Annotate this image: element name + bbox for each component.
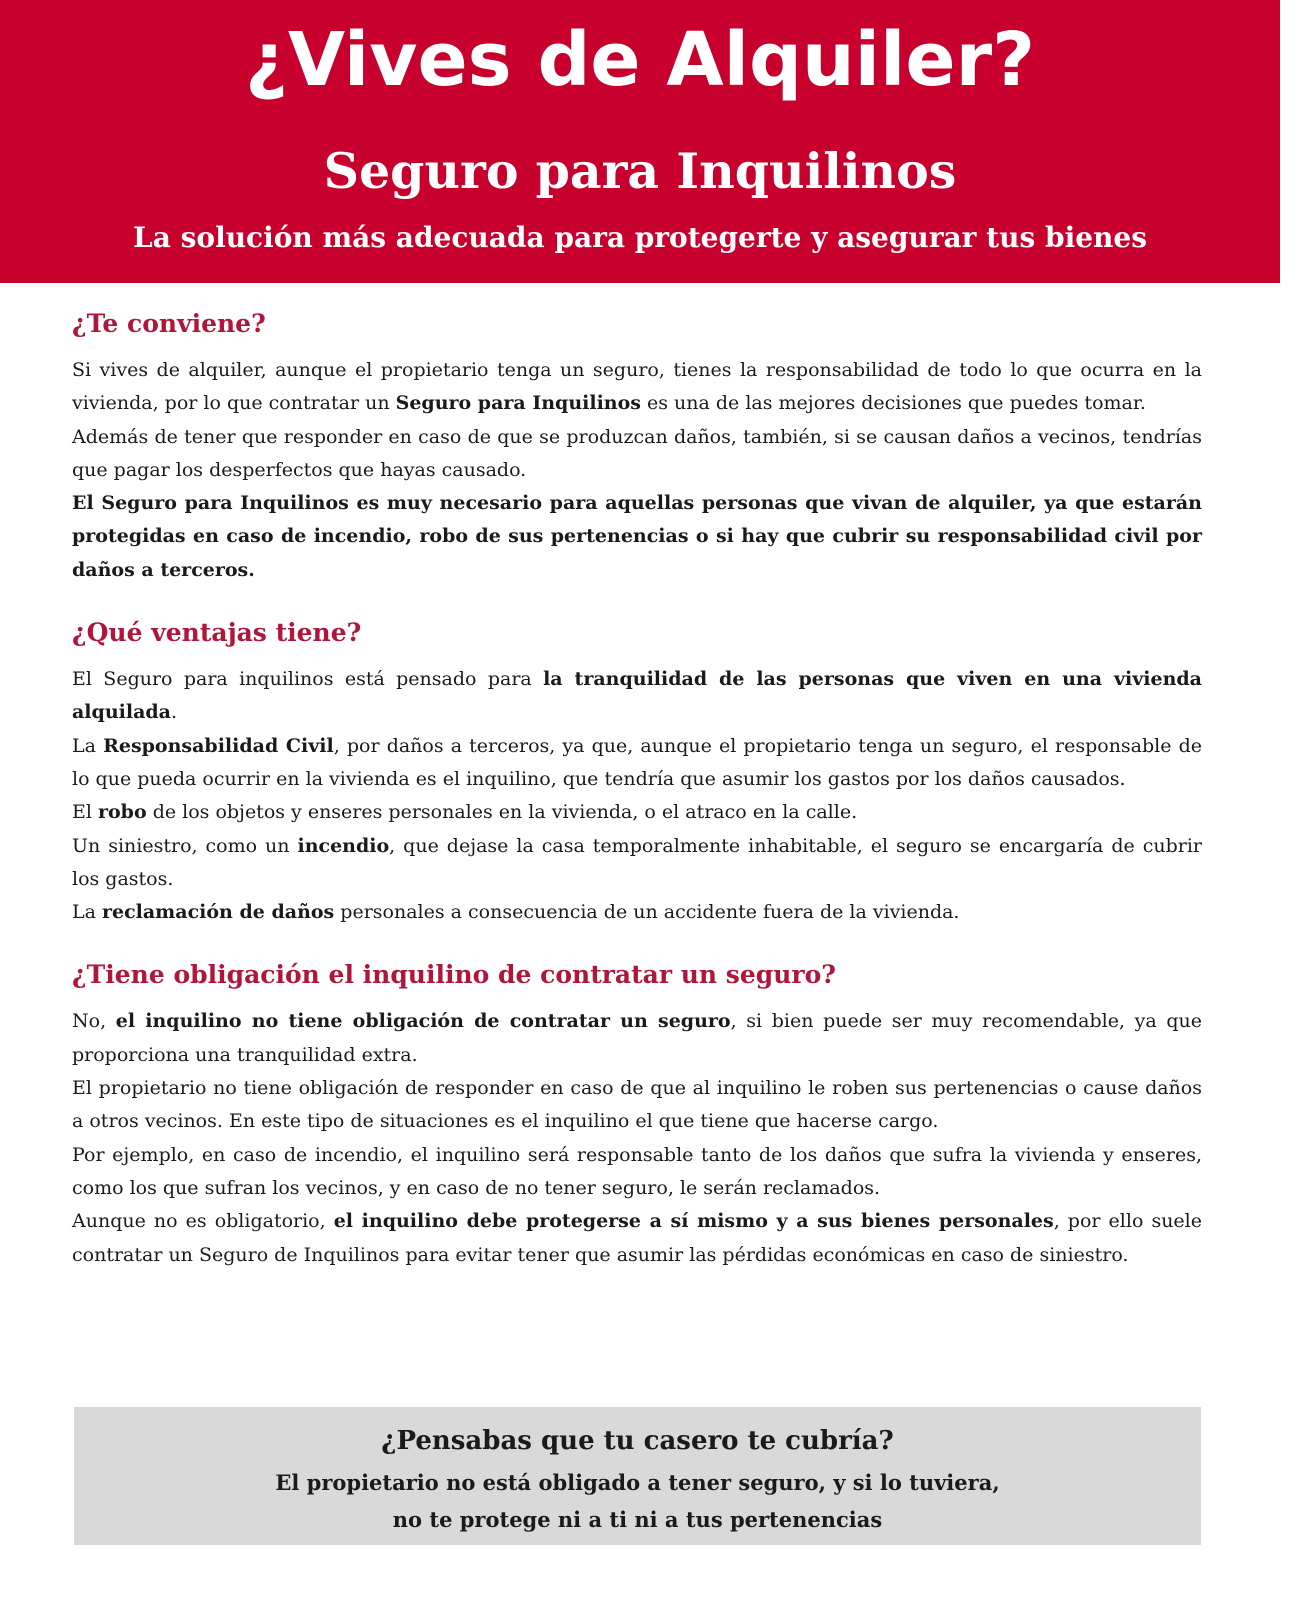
header-banner	[0, 0, 1280, 283]
bold-span: incendio	[297, 834, 390, 857]
text-span: No,	[72, 1010, 116, 1033]
text-span: , si bien puede ser muy recomendable, ya que proporciona una tranquilidad extra.	[72, 1010, 1202, 1066]
bold-span: el inquilino no tiene obligación de contratar un seguro	[115, 1010, 731, 1033]
bold-span: reclamación de daños	[101, 901, 335, 924]
text-span: , que dejase la casa temporalmente inhabitable, el seguro se encargaría de cubrir los gastos.	[72, 834, 1202, 890]
text-span: , por ello suele contratar un Seguro de Inquilinos para evitar tener que asumir las pérdidas económicas en caso de siniestro.	[72, 1210, 1202, 1266]
bold-span: Responsabilidad Civil	[103, 734, 334, 757]
section-heading-ventajas: ¿Qué ventajas tiene?	[72, 618, 362, 648]
section3-paragraph-3: Por ejemplo, en caso de incendio, el inquilino será responsable tanto de los daños que sufra la vivienda y enseres, como los que sufran los vecinos, y en caso de no tener seguro, le serán reclamados.	[72, 1143, 1202, 1199]
bold-span: la tranquilidad de las personas que viven en una vivienda alquilada	[72, 668, 1202, 724]
callout-box	[74, 1407, 1201, 1545]
text-span: .	[170, 701, 178, 724]
bold-span: Seguro para Inquilinos	[395, 392, 641, 415]
text-span: El	[72, 801, 98, 824]
section2-paragraph-3	[72, 796, 1202, 829]
text-span: de los objetos y enseres personales en la vivienda, o el atraco en la calle.	[146, 801, 858, 824]
bold-span: robo	[98, 801, 147, 824]
section1-paragraph-1	[72, 354, 1202, 421]
callout-line-1: El propietario no está obligado a tener seguro, y si lo tuviera,	[275, 1470, 1000, 1495]
bold-span: el inquilino debe protegerse a sí mismo y a sus bienes personales	[333, 1210, 1054, 1233]
page-margin	[1280, 0, 1307, 1601]
text-span: El Seguro para inquilinos está pensado para	[72, 668, 544, 691]
section-heading-te-conviene: ¿Te conviene?	[72, 309, 266, 338]
text-span: La	[72, 901, 102, 924]
section2-paragraph-2	[72, 730, 1202, 797]
text-span: , por daños a terceros, ya que, aunque el propietario tenga un seguro, el responsable de lo que pueda ocurrir en la vivienda es el inquilino, que tendría que asumir los gastos por los daños causados.	[72, 734, 1203, 790]
section3-paragraph-4	[72, 1205, 1202, 1272]
section1-paragraph-3	[72, 487, 1202, 587]
text-span: es una de las mejores decisiones que puedes tomar.	[640, 392, 1146, 415]
section2-paragraph-1	[72, 663, 1202, 730]
section2-paragraph-4	[72, 830, 1202, 897]
text-span: Si vives de alquiler, aunque el propietario tenga un seguro, tienes la responsabilidad de todo lo que ocurra en la vivienda, por lo que contratar un	[72, 359, 1202, 415]
page-tagline: La solución más adecuada para protegerte y asegurar tus bienes	[133, 221, 1147, 254]
bold-span: El Seguro para Inquilinos es muy necesario para aquellas personas que vivan de alquiler, ya que estarán protegidas en caso de incendio, robo de sus pertenencias o si hay que cubrir su responsabilidad civil por daños a terceros.	[72, 492, 1202, 581]
main-content	[72, 300, 1202, 1272]
section2-paragraph-5	[72, 896, 1202, 929]
page-title: ¿Vives de Alquiler?	[244, 17, 1036, 103]
text-span: La	[72, 734, 104, 757]
section3-paragraph-2: El propietario no tiene obligación de responder en caso de que al inquilino le roben sus pertenencias o cause daños a otros vecinos. En este tipo de situaciones es el inquilino el que tiene que hacerse cargo.	[72, 1077, 1202, 1133]
callout-title: ¿Pensabas que tu casero te cubría?	[381, 1426, 894, 1456]
text-span: Aunque no es obligatorio,	[72, 1210, 334, 1233]
section1-paragraph-2: Además de tener que responder en caso de que se produzcan daños, también, si se causan daños a vecinos, tendrías que pagar los desperfectos que hayas causado.	[72, 425, 1202, 481]
callout-line-2: no te protege ni a ti ni a tus pertenencias	[392, 1507, 883, 1532]
text-span: personales a consecuencia de un accidente fuera de la vivienda.	[334, 901, 960, 924]
section3-paragraph-1	[72, 1005, 1202, 1072]
page-subtitle: Seguro para Inquilinos	[323, 142, 957, 200]
section-heading-obligacion: ¿Tiene obligación el inquilino de contratar un seguro?	[72, 960, 836, 990]
text-span: Un siniestro, como un	[72, 834, 298, 857]
